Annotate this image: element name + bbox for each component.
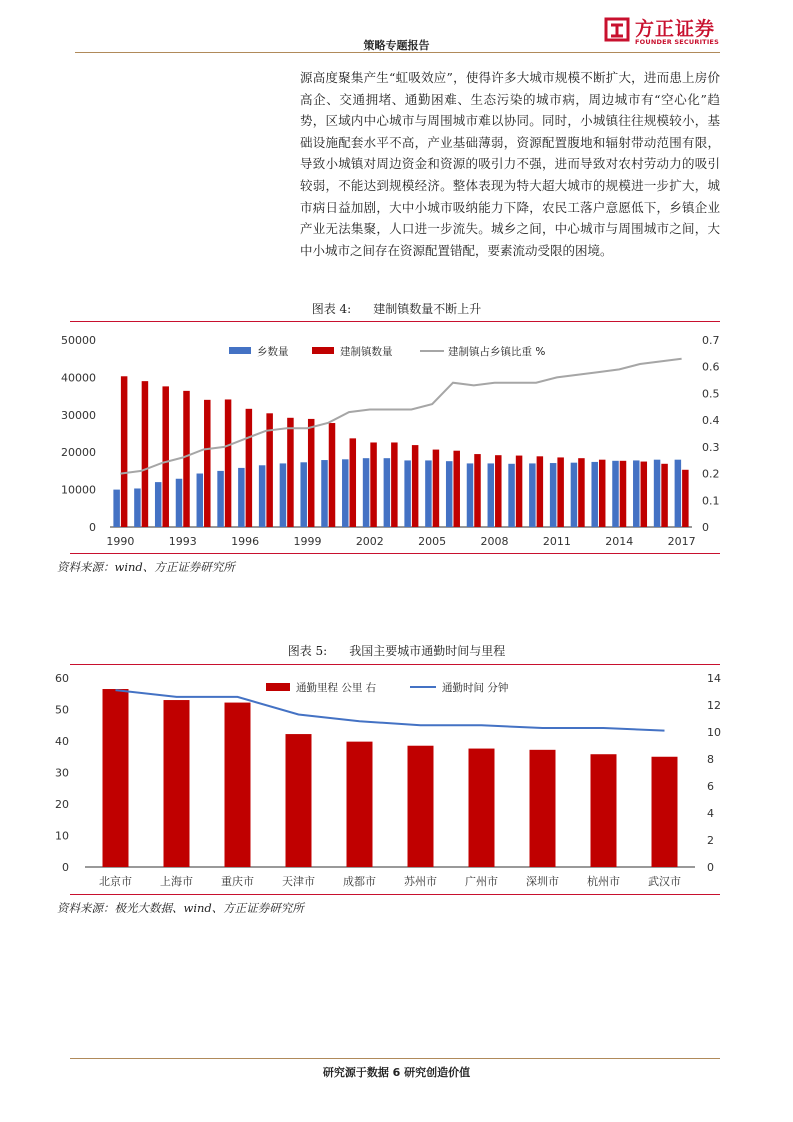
y-right-tick-label: 0.2	[702, 467, 720, 481]
x-tick-label: 1999	[293, 535, 322, 548]
x-tick-label: 1993	[168, 535, 197, 548]
y-left-tick-label: 60	[55, 672, 69, 685]
y-left-tick-label: 30	[55, 766, 69, 780]
y-left-tick-label: 40	[55, 735, 69, 748]
report-header-title: 策略专题报告	[363, 39, 430, 52]
y-right-tick-label: 0.3	[702, 440, 720, 454]
y-right-tick-label: 0.4	[702, 414, 720, 428]
x-tick-label: 2002	[355, 535, 384, 548]
bar-town-count	[350, 438, 357, 527]
bar-township-count	[300, 462, 307, 527]
bar-town-count	[412, 445, 419, 527]
bar-town-count	[516, 456, 523, 527]
bar-commute-distance	[530, 750, 556, 867]
y-left-tick-label: 50000	[61, 334, 96, 347]
bar-township-count	[363, 458, 370, 527]
bar-township-count	[342, 459, 349, 527]
x-tick-label: 2014	[605, 535, 634, 548]
bar-township-count	[217, 471, 224, 527]
bar-town-count	[204, 400, 211, 527]
x-tick-label: 北京市	[99, 875, 132, 888]
bar-township-count	[488, 463, 495, 527]
x-tick-label: 杭州市	[587, 875, 620, 888]
figure5-label: 图表 5:	[287, 644, 328, 658]
legend-label: 通勤里程 公里 右	[296, 682, 377, 694]
bar-commute-distance	[225, 703, 251, 867]
y-right-tick-label: 0	[702, 521, 709, 534]
y-left-tick-label: 40000	[61, 371, 96, 385]
y-right-tick-label: 4	[707, 807, 714, 820]
y-left-tick-label: 0	[62, 861, 69, 874]
legend-label: 通勤时间 分钟	[442, 682, 509, 694]
figure4-bottom-rule	[70, 553, 720, 554]
y-left-tick-label: 50	[55, 703, 69, 717]
legend-label: 建制镇占乡镇比重 %	[448, 346, 546, 358]
bar-township-count	[550, 463, 557, 527]
bar-township-count	[633, 460, 640, 527]
bar-township-count	[155, 482, 162, 527]
chart-commute	[0, 665, 793, 895]
y-left-tick-label: 10000	[61, 483, 96, 497]
bar-township-count	[321, 460, 328, 527]
x-tick-label: 2017	[667, 535, 696, 548]
legend-swatch-distance	[266, 683, 290, 691]
x-tick-label: 1996	[231, 535, 260, 548]
logo-subtitle: FOUNDER SECURITIES	[635, 38, 719, 46]
bar-town-count	[329, 423, 336, 527]
y-left-tick-label: 10	[55, 829, 69, 843]
x-tick-label: 2008	[480, 535, 509, 548]
bar-commute-distance	[164, 700, 190, 867]
bar-commute-distance	[469, 749, 495, 867]
bar-town-count	[121, 376, 128, 527]
x-tick-label: 苏州市	[404, 875, 437, 888]
bar-commute-distance	[286, 734, 312, 867]
bar-town-count	[433, 450, 440, 527]
bar-town-count	[495, 455, 502, 527]
figure4-title: 建制镇数量不断上升	[373, 302, 482, 316]
bar-township-count	[425, 460, 432, 527]
founder-securities-logo	[603, 14, 723, 50]
legend-label: 乡数量	[257, 346, 289, 358]
legend-swatch-town	[312, 347, 334, 354]
bar-township-count	[467, 463, 474, 527]
bar-township-count	[238, 468, 245, 527]
x-tick-label: 2005	[418, 535, 447, 548]
y-right-tick-label: 0.5	[702, 387, 720, 401]
legend-swatch-township	[229, 347, 251, 354]
chart-town-count	[0, 322, 793, 554]
figure4-source: 资料来源：wind、方正证券研究所	[57, 560, 235, 574]
bar-town-count	[287, 418, 294, 527]
bar-township-count	[446, 461, 453, 527]
bar-town-count	[162, 386, 169, 527]
bar-commute-distance	[347, 742, 373, 867]
bar-township-count	[280, 463, 287, 527]
header-divider	[75, 52, 720, 53]
bar-township-count	[176, 479, 183, 527]
x-tick-label: 深圳市	[526, 875, 559, 888]
x-tick-label: 天津市	[282, 875, 315, 888]
y-left-tick-label: 20	[55, 798, 69, 811]
line-commute-time	[116, 690, 665, 731]
figure5-title: 我国主要城市通勤时间与里程	[349, 644, 506, 658]
bar-township-count	[675, 460, 682, 527]
bar-township-count	[508, 464, 514, 527]
x-tick-label: 1990	[106, 535, 135, 548]
x-tick-label: 广州市	[465, 875, 498, 888]
x-tick-label: 重庆市	[221, 875, 254, 888]
y-right-tick-label: 10	[707, 726, 721, 739]
bar-township-count	[134, 488, 141, 527]
bar-commute-distance	[652, 757, 678, 867]
bar-town-count	[620, 461, 627, 527]
y-left-tick-label: 20000	[61, 446, 96, 460]
y-right-tick-label: 14	[707, 672, 721, 685]
bar-town-count	[641, 462, 648, 527]
bar-town-count	[682, 470, 689, 527]
bar-town-count	[308, 419, 315, 527]
figure4-caption	[0, 300, 793, 317]
legend-label: 建制镇数量	[340, 346, 393, 358]
footer-divider	[70, 1058, 720, 1059]
y-left-tick-label: 0	[89, 521, 96, 534]
bar-town-count	[599, 460, 606, 527]
bar-township-count	[113, 490, 120, 527]
bar-commute-distance	[103, 689, 129, 867]
bar-township-count	[197, 474, 204, 527]
bar-town-count	[474, 454, 481, 527]
figure5-source: 资料来源：极光大数据、wind、方正证券研究所	[57, 901, 304, 915]
bar-town-count	[370, 442, 377, 527]
x-tick-label: 武汉市	[648, 875, 681, 888]
y-right-tick-label: 6	[707, 780, 714, 793]
bar-township-count	[259, 465, 266, 527]
bar-town-count	[557, 457, 564, 527]
y-right-tick-label: 8	[707, 753, 714, 766]
figure5-bottom-rule	[70, 894, 720, 895]
y-right-tick-label: 0.6	[702, 360, 720, 374]
bar-town-count	[225, 399, 232, 527]
bar-township-count	[529, 463, 536, 527]
logo-name: 方正证券	[635, 18, 716, 40]
figure4-label: 图表 4:	[311, 302, 352, 316]
bar-township-count	[654, 460, 661, 527]
bar-township-count	[571, 463, 578, 527]
bar-township-count	[384, 458, 391, 527]
bar-town-count	[246, 409, 253, 527]
bar-town-count	[453, 451, 460, 527]
y-right-tick-label: 12	[707, 699, 721, 712]
bar-town-count	[183, 391, 190, 527]
figure5-caption	[0, 642, 793, 659]
bar-township-count	[591, 462, 598, 527]
body-paragraph: 源高度聚集产生“虹吸效应”，使得许多大城市规模不断扩大，进而患上房价高企、交通拥堵、通勤困难、生态污染的城市病，周边城市有“空心化”趋势，区域内中心城市与周围城市难以协同。同时，小城镇往往规模较小，基础设施配套水平不高，产业基础薄弱，资源配置腹地和辐射带动范围有限，导致小城镇对周边资金和资源的吸引力不强，进而导致对农村劳动力的吸引较弱，不能达到规模经济。整体表现为特大超大城市的规模进一步扩大，城市病日益加剧，大中小城市吸纳能力下降，农民工落户意愿低下，乡镇企业产业无法集聚，人口进一步流失。城乡之间，中心城市与周围城市之间，大中小城市之间存在资源配置错配，要素流动受限的困境。	[300, 70, 720, 258]
y-right-tick-label: 0.1	[702, 494, 720, 508]
bar-town-count	[391, 442, 398, 527]
bar-township-count	[612, 461, 619, 527]
footer-slogan: 研究源于数据 6 研究创造价值	[322, 1066, 471, 1079]
bar-town-count	[661, 464, 668, 527]
bar-town-count	[537, 456, 544, 527]
x-tick-label: 2011	[542, 535, 571, 548]
x-tick-label: 成都市	[343, 875, 376, 888]
y-right-tick-label: 2	[707, 834, 714, 847]
bar-township-count	[404, 460, 411, 527]
y-right-tick-label: 0.7	[702, 334, 720, 347]
x-tick-label: 上海市	[160, 875, 193, 888]
logo-mark-icon	[603, 15, 631, 43]
bar-town-count	[578, 458, 585, 527]
bar-commute-distance	[408, 746, 434, 867]
bar-town-count	[142, 381, 149, 527]
y-left-tick-label: 30000	[61, 408, 96, 422]
bar-commute-distance	[591, 754, 617, 867]
y-right-tick-label: 0	[707, 861, 714, 874]
